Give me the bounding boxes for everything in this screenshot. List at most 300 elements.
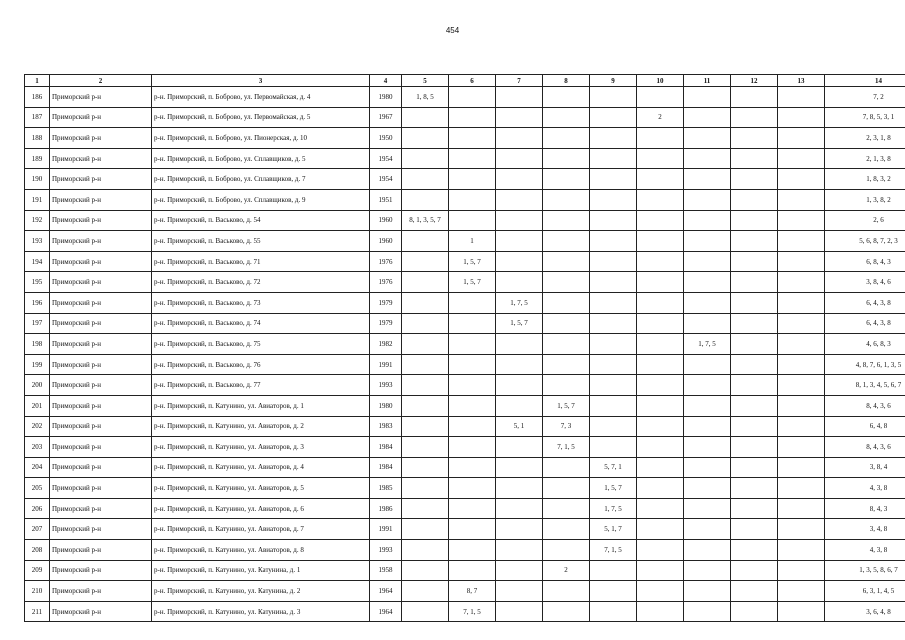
table-cell-col-5: [402, 560, 449, 581]
table-cell-col-6: [449, 87, 496, 108]
table-cell-col-2: Приморский р-н: [50, 519, 152, 540]
table-cell-col-5: [402, 395, 449, 416]
table-cell-col-6: [449, 457, 496, 478]
table-cell-col-3: р-н. Приморский, п. Катунино, ул. Авиаторов, д. 4: [152, 457, 370, 478]
table-cell-col-6: [449, 354, 496, 375]
table-cell-col-13: [778, 292, 825, 313]
table-cell-col-6: [449, 313, 496, 334]
table-cell-col-4: 1986: [370, 498, 402, 519]
table-cell-col-11: [684, 231, 731, 252]
table-cell-col-3: р-н. Приморский, п. Катунино, ул. Авиаторов, д. 1: [152, 395, 370, 416]
table-cell-col-9: [590, 313, 637, 334]
table-cell-col-2: Приморский р-н: [50, 231, 152, 252]
table-cell-col-13: [778, 375, 825, 396]
table-cell-col-14: 6, 4, 3, 8: [825, 292, 905, 313]
table-cell-col-10: [637, 313, 684, 334]
table-cell-col-4: 1983: [370, 416, 402, 437]
table-cell-col-5: [402, 292, 449, 313]
table-cell-col-12: [731, 334, 778, 355]
table-cell-col-3: р-н. Приморский, п. Васьково, д. 71: [152, 251, 370, 272]
table-cell-col-14: 6, 4, 8: [825, 416, 905, 437]
table-cell-col-2: Приморский р-н: [50, 437, 152, 458]
table-row: [25, 498, 905, 519]
table-cell-col-1: 192: [25, 210, 50, 231]
table-cell-col-7: [496, 437, 543, 458]
table-cell-col-2: Приморский р-н: [50, 416, 152, 437]
header-row: [25, 75, 905, 87]
table-cell-col-6: [449, 375, 496, 396]
table-cell-col-13: [778, 519, 825, 540]
table-cell-col-1: 206: [25, 498, 50, 519]
table-cell-col-10: [637, 354, 684, 375]
table-cell-col-8: [543, 540, 590, 561]
table-cell-col-13: [778, 107, 825, 128]
table-row: [25, 148, 905, 169]
table-cell-col-8: 7, 3: [543, 416, 590, 437]
table-cell-col-1: 207: [25, 519, 50, 540]
column-header-3: 3: [152, 75, 370, 87]
table-cell-col-12: [731, 581, 778, 602]
table-cell-col-11: [684, 210, 731, 231]
table-cell-col-4: 1991: [370, 354, 402, 375]
table-cell-col-8: [543, 189, 590, 210]
table-cell-col-8: [543, 354, 590, 375]
table-cell-col-9: [590, 107, 637, 128]
table-row: [25, 416, 905, 437]
table-cell-col-14: 6, 8, 4, 3: [825, 251, 905, 272]
table-cell-col-6: [449, 395, 496, 416]
table-cell-col-13: [778, 395, 825, 416]
column-header-14: 14: [825, 75, 905, 87]
table-cell-col-6: [449, 128, 496, 149]
table-cell-col-11: [684, 189, 731, 210]
table-cell-col-6: 8, 7: [449, 581, 496, 602]
table-cell-col-5: 1, 8, 5: [402, 87, 449, 108]
table-cell-col-7: [496, 87, 543, 108]
table-cell-col-5: [402, 169, 449, 190]
table-row: [25, 375, 905, 396]
table-row: [25, 437, 905, 458]
table-cell-col-13: [778, 540, 825, 561]
table-cell-col-4: 1964: [370, 581, 402, 602]
table-cell-col-13: [778, 128, 825, 149]
table-cell-col-9: 7, 1, 5: [590, 540, 637, 561]
table-cell-col-7: [496, 354, 543, 375]
column-header-5: 5: [402, 75, 449, 87]
table-cell-col-10: [637, 231, 684, 252]
table-cell-col-10: [637, 128, 684, 149]
table-cell-col-11: [684, 437, 731, 458]
table-cell-col-6: 1, 5, 7: [449, 272, 496, 293]
table-cell-col-11: [684, 601, 731, 622]
table-cell-col-1: 203: [25, 437, 50, 458]
table-cell-col-8: [543, 457, 590, 478]
table-cell-col-14: 6, 4, 3, 8: [825, 313, 905, 334]
table-cell-col-6: [449, 498, 496, 519]
table-cell-col-12: [731, 540, 778, 561]
table-cell-col-1: 190: [25, 169, 50, 190]
table-cell-col-14: 1, 8, 3, 2: [825, 169, 905, 190]
table-cell-col-12: [731, 189, 778, 210]
table-cell-col-10: [637, 416, 684, 437]
table-cell-col-13: [778, 148, 825, 169]
table-cell-col-6: 1: [449, 231, 496, 252]
table-cell-col-6: [449, 210, 496, 231]
table-cell-col-5: [402, 354, 449, 375]
table-header: [25, 75, 905, 87]
table-cell-col-7: [496, 210, 543, 231]
table-cell-col-13: [778, 416, 825, 437]
table-cell-col-1: 186: [25, 87, 50, 108]
table-cell-col-2: Приморский р-н: [50, 313, 152, 334]
table-cell-col-2: Приморский р-н: [50, 457, 152, 478]
table-cell-col-3: р-н. Приморский, п. Катунино, ул. Катунина, д. 2: [152, 581, 370, 602]
table-row: [25, 251, 905, 272]
table-cell-col-6: 7, 1, 5: [449, 601, 496, 622]
table-cell-col-5: [402, 148, 449, 169]
table-cell-col-13: [778, 334, 825, 355]
table-cell-col-12: [731, 251, 778, 272]
table-cell-col-6: [449, 478, 496, 499]
table-cell-col-14: 4, 8, 7, 6, 1, 3, 5: [825, 354, 905, 375]
table-cell-col-2: Приморский р-н: [50, 395, 152, 416]
table-cell-col-3: р-н. Приморский, п. Васьково, д. 73: [152, 292, 370, 313]
table-cell-col-1: 204: [25, 457, 50, 478]
table-cell-col-9: [590, 210, 637, 231]
table-cell-col-4: 1950: [370, 128, 402, 149]
table-cell-col-4: 1979: [370, 292, 402, 313]
table-cell-col-13: [778, 581, 825, 602]
table-cell-col-9: [590, 148, 637, 169]
table-cell-col-4: 1976: [370, 251, 402, 272]
table-cell-col-1: 194: [25, 251, 50, 272]
table-cell-col-8: [543, 478, 590, 499]
table-cell-col-12: [731, 354, 778, 375]
table-cell-col-11: [684, 540, 731, 561]
table-cell-col-14: 4, 3, 8: [825, 478, 905, 499]
table-cell-col-7: [496, 189, 543, 210]
table-cell-col-11: 1, 7, 5: [684, 334, 731, 355]
table-cell-col-10: [637, 375, 684, 396]
table-row: [25, 395, 905, 416]
column-header-9: 9: [590, 75, 637, 87]
table-cell-col-14: 1, 3, 8, 2: [825, 189, 905, 210]
table-cell-col-7: [496, 519, 543, 540]
table-cell-col-9: [590, 354, 637, 375]
table-cell-col-3: р-н. Приморский, п. Катунино, ул. Авиаторов, д. 6: [152, 498, 370, 519]
table-cell-col-1: 187: [25, 107, 50, 128]
table-cell-col-10: 2: [637, 107, 684, 128]
table-cell-col-6: [449, 540, 496, 561]
table-row: [25, 210, 905, 231]
column-header-10: 10: [637, 75, 684, 87]
table-cell-col-1: 211: [25, 601, 50, 622]
table-cell-col-9: [590, 601, 637, 622]
table-cell-col-8: [543, 375, 590, 396]
table-cell-col-2: Приморский р-н: [50, 581, 152, 602]
table-cell-col-12: [731, 457, 778, 478]
table-cell-col-2: Приморский р-н: [50, 292, 152, 313]
table-row: [25, 540, 905, 561]
table-cell-col-6: [449, 416, 496, 437]
table-cell-col-10: [637, 148, 684, 169]
table-cell-col-12: [731, 107, 778, 128]
table-cell-col-7: [496, 540, 543, 561]
table-cell-col-5: [402, 313, 449, 334]
table-cell-col-7: [496, 601, 543, 622]
table-cell-col-9: [590, 581, 637, 602]
table-cell-col-8: [543, 87, 590, 108]
table-cell-col-4: 1993: [370, 540, 402, 561]
register-table: [24, 74, 905, 622]
table-cell-col-14: 8, 4, 3, 6: [825, 395, 905, 416]
table-cell-col-3: р-н. Приморский, п. Катунино, ул. Авиаторов, д. 7: [152, 519, 370, 540]
table-cell-col-14: 2, 6: [825, 210, 905, 231]
table-cell-col-9: 5, 7, 1: [590, 457, 637, 478]
table-cell-col-14: 8, 1, 3, 4, 5, 6, 7: [825, 375, 905, 396]
table-cell-col-9: 1, 7, 5: [590, 498, 637, 519]
column-header-7: 7: [496, 75, 543, 87]
column-header-2: 2: [50, 75, 152, 87]
table-cell-col-14: 3, 4, 8: [825, 519, 905, 540]
table-cell-col-12: [731, 498, 778, 519]
table-row: [25, 478, 905, 499]
table-cell-col-1: 201: [25, 395, 50, 416]
table-cell-col-2: Приморский р-н: [50, 601, 152, 622]
table-cell-col-2: Приморский р-н: [50, 148, 152, 169]
table-cell-col-6: [449, 169, 496, 190]
table-cell-col-3: р-н. Приморский, п. Катунино, ул. Авиаторов, д. 5: [152, 478, 370, 499]
table-cell-col-3: р-н. Приморский, п. Боброво, ул. Первомайская, д. 5: [152, 107, 370, 128]
table-row: [25, 292, 905, 313]
table-row: [25, 354, 905, 375]
table-cell-col-11: [684, 313, 731, 334]
table-cell-col-10: [637, 272, 684, 293]
table-cell-col-9: [590, 128, 637, 149]
table-cell-col-8: [543, 519, 590, 540]
table-cell-col-14: 2, 3, 1, 8: [825, 128, 905, 149]
table-body: [25, 87, 905, 622]
table-cell-col-4: 1964: [370, 601, 402, 622]
table-cell-col-14: 3, 6, 4, 8: [825, 601, 905, 622]
table-cell-col-7: [496, 107, 543, 128]
column-header-4: 4: [370, 75, 402, 87]
table-cell-col-2: Приморский р-н: [50, 478, 152, 499]
table-cell-col-10: [637, 601, 684, 622]
table-cell-col-2: Приморский р-н: [50, 540, 152, 561]
table-cell-col-9: [590, 395, 637, 416]
table-cell-col-5: [402, 107, 449, 128]
table-cell-col-9: [590, 560, 637, 581]
table-cell-col-3: р-н. Приморский, п. Васьково, д. 54: [152, 210, 370, 231]
table-cell-col-7: [496, 334, 543, 355]
table-cell-col-3: р-н. Приморский, п. Катунино, ул. Катунина, д. 1: [152, 560, 370, 581]
table-cell-col-4: 1960: [370, 231, 402, 252]
table-cell-col-7: 5, 1: [496, 416, 543, 437]
table-cell-col-3: р-н. Приморский, п. Боброво, ул. Сплавщиков, д. 9: [152, 189, 370, 210]
table-cell-col-11: [684, 292, 731, 313]
table-row: [25, 519, 905, 540]
column-header-13: 13: [778, 75, 825, 87]
table-cell-col-11: [684, 148, 731, 169]
table-cell-col-12: [731, 148, 778, 169]
table-cell-col-5: [402, 251, 449, 272]
table-cell-col-4: 1984: [370, 437, 402, 458]
table-cell-col-8: [543, 128, 590, 149]
table-cell-col-12: [731, 169, 778, 190]
table-cell-col-3: р-н. Приморский, п. Васьково, д. 77: [152, 375, 370, 396]
table-cell-col-4: 1985: [370, 478, 402, 499]
table-cell-col-4: 1960: [370, 210, 402, 231]
table-cell-col-3: р-н. Приморский, п. Васьково, д. 75: [152, 334, 370, 355]
table-cell-col-6: [449, 189, 496, 210]
table-cell-col-8: [543, 313, 590, 334]
table-cell-col-8: [543, 251, 590, 272]
table-cell-col-10: [637, 210, 684, 231]
table-cell-col-9: [590, 292, 637, 313]
table-cell-col-3: р-н. Приморский, п. Васьково, д. 74: [152, 313, 370, 334]
table-cell-col-7: [496, 457, 543, 478]
table-cell-col-4: 1951: [370, 189, 402, 210]
table-cell-col-1: 188: [25, 128, 50, 149]
column-header-6: 6: [449, 75, 496, 87]
table-cell-col-8: [543, 601, 590, 622]
table-cell-col-2: Приморский р-н: [50, 107, 152, 128]
table-cell-col-10: [637, 87, 684, 108]
table-cell-col-13: [778, 498, 825, 519]
table-cell-col-11: [684, 375, 731, 396]
table-cell-col-6: [449, 107, 496, 128]
table-cell-col-1: 199: [25, 354, 50, 375]
table-cell-col-13: [778, 601, 825, 622]
table-cell-col-9: [590, 87, 637, 108]
column-header-11: 11: [684, 75, 731, 87]
table-cell-col-4: 1954: [370, 148, 402, 169]
table-cell-col-11: [684, 519, 731, 540]
table-cell-col-8: [543, 498, 590, 519]
table-cell-col-4: 1979: [370, 313, 402, 334]
table-cell-col-13: [778, 169, 825, 190]
table-cell-col-3: р-н. Приморский, п. Васьково, д. 76: [152, 354, 370, 375]
table-cell-col-10: [637, 169, 684, 190]
table-row: [25, 272, 905, 293]
column-header-1: 1: [25, 75, 50, 87]
table-cell-col-12: [731, 272, 778, 293]
table-row: [25, 107, 905, 128]
table-cell-col-1: 189: [25, 148, 50, 169]
table-cell-col-7: [496, 231, 543, 252]
table-cell-col-11: [684, 251, 731, 272]
table-cell-col-7: [496, 375, 543, 396]
table-cell-col-8: [543, 334, 590, 355]
table-cell-col-6: [449, 560, 496, 581]
table-cell-col-13: [778, 87, 825, 108]
table-cell-col-12: [731, 87, 778, 108]
table-cell-col-6: 1, 5, 7: [449, 251, 496, 272]
table-cell-col-2: Приморский р-н: [50, 210, 152, 231]
table-cell-col-6: [449, 148, 496, 169]
table-cell-col-3: р-н. Приморский, п. Васьково, д. 72: [152, 272, 370, 293]
table-cell-col-12: [731, 375, 778, 396]
table-cell-col-3: р-н. Приморский, п. Боброво, ул. Пионерская, д. 10: [152, 128, 370, 149]
table-cell-col-3: р-н. Приморский, п. Катунино, ул. Авиаторов, д. 3: [152, 437, 370, 458]
table-row: [25, 581, 905, 602]
table-cell-col-10: [637, 334, 684, 355]
table-cell-col-9: [590, 231, 637, 252]
table-cell-col-4: 1980: [370, 87, 402, 108]
table-cell-col-11: [684, 498, 731, 519]
table-cell-col-13: [778, 231, 825, 252]
table-cell-col-11: [684, 478, 731, 499]
table-cell-col-9: [590, 437, 637, 458]
table-cell-col-8: [543, 231, 590, 252]
table-cell-col-2: Приморский р-н: [50, 272, 152, 293]
table-cell-col-9: [590, 375, 637, 396]
table-cell-col-11: [684, 87, 731, 108]
table-cell-col-3: р-н. Приморский, п. Боброво, ул. Первомайская, д. 4: [152, 87, 370, 108]
table-cell-col-5: [402, 334, 449, 355]
table-cell-col-14: 4, 6, 8, 3: [825, 334, 905, 355]
table-cell-col-1: 208: [25, 540, 50, 561]
table-cell-col-14: 8, 4, 3: [825, 498, 905, 519]
table-cell-col-9: [590, 189, 637, 210]
table-row: [25, 334, 905, 355]
table-cell-col-8: [543, 107, 590, 128]
table-cell-col-11: [684, 169, 731, 190]
table-cell-col-13: [778, 189, 825, 210]
table-cell-col-7: 1, 7, 5: [496, 292, 543, 313]
table-cell-col-5: [402, 519, 449, 540]
table-cell-col-8: [543, 169, 590, 190]
table-row: [25, 231, 905, 252]
table-cell-col-14: 2, 1, 3, 8: [825, 148, 905, 169]
table-cell-col-1: 193: [25, 231, 50, 252]
table-cell-col-11: [684, 560, 731, 581]
table-cell-col-11: [684, 272, 731, 293]
table-cell-col-8: 7, 1, 5: [543, 437, 590, 458]
table-cell-col-13: [778, 313, 825, 334]
table-cell-col-8: 1, 5, 7: [543, 395, 590, 416]
table-cell-col-11: [684, 354, 731, 375]
column-header-8: 8: [543, 75, 590, 87]
table-cell-col-7: [496, 251, 543, 272]
table-cell-col-5: 8, 1, 3, 5, 7: [402, 210, 449, 231]
table-cell-col-5: [402, 540, 449, 561]
table-cell-col-1: 191: [25, 189, 50, 210]
table-cell-col-12: [731, 292, 778, 313]
table-cell-col-5: [402, 457, 449, 478]
table-cell-col-14: 6, 3, 1, 4, 5: [825, 581, 905, 602]
table-cell-col-8: [543, 272, 590, 293]
table-cell-col-7: [496, 560, 543, 581]
table-cell-col-13: [778, 272, 825, 293]
table-cell-col-7: [496, 395, 543, 416]
table-cell-col-4: 1991: [370, 519, 402, 540]
table-cell-col-12: [731, 437, 778, 458]
table-cell-col-1: 210: [25, 581, 50, 602]
table-cell-col-7: [496, 169, 543, 190]
table-cell-col-14: 5, 6, 8, 7, 2, 3: [825, 231, 905, 252]
table-cell-col-4: 1976: [370, 272, 402, 293]
table-cell-col-12: [731, 313, 778, 334]
table-row: [25, 189, 905, 210]
table-row: [25, 87, 905, 108]
table-cell-col-1: 198: [25, 334, 50, 355]
table-cell-col-9: [590, 334, 637, 355]
table-cell-col-9: [590, 251, 637, 272]
table-cell-col-12: [731, 519, 778, 540]
table-cell-col-7: 1, 5, 7: [496, 313, 543, 334]
